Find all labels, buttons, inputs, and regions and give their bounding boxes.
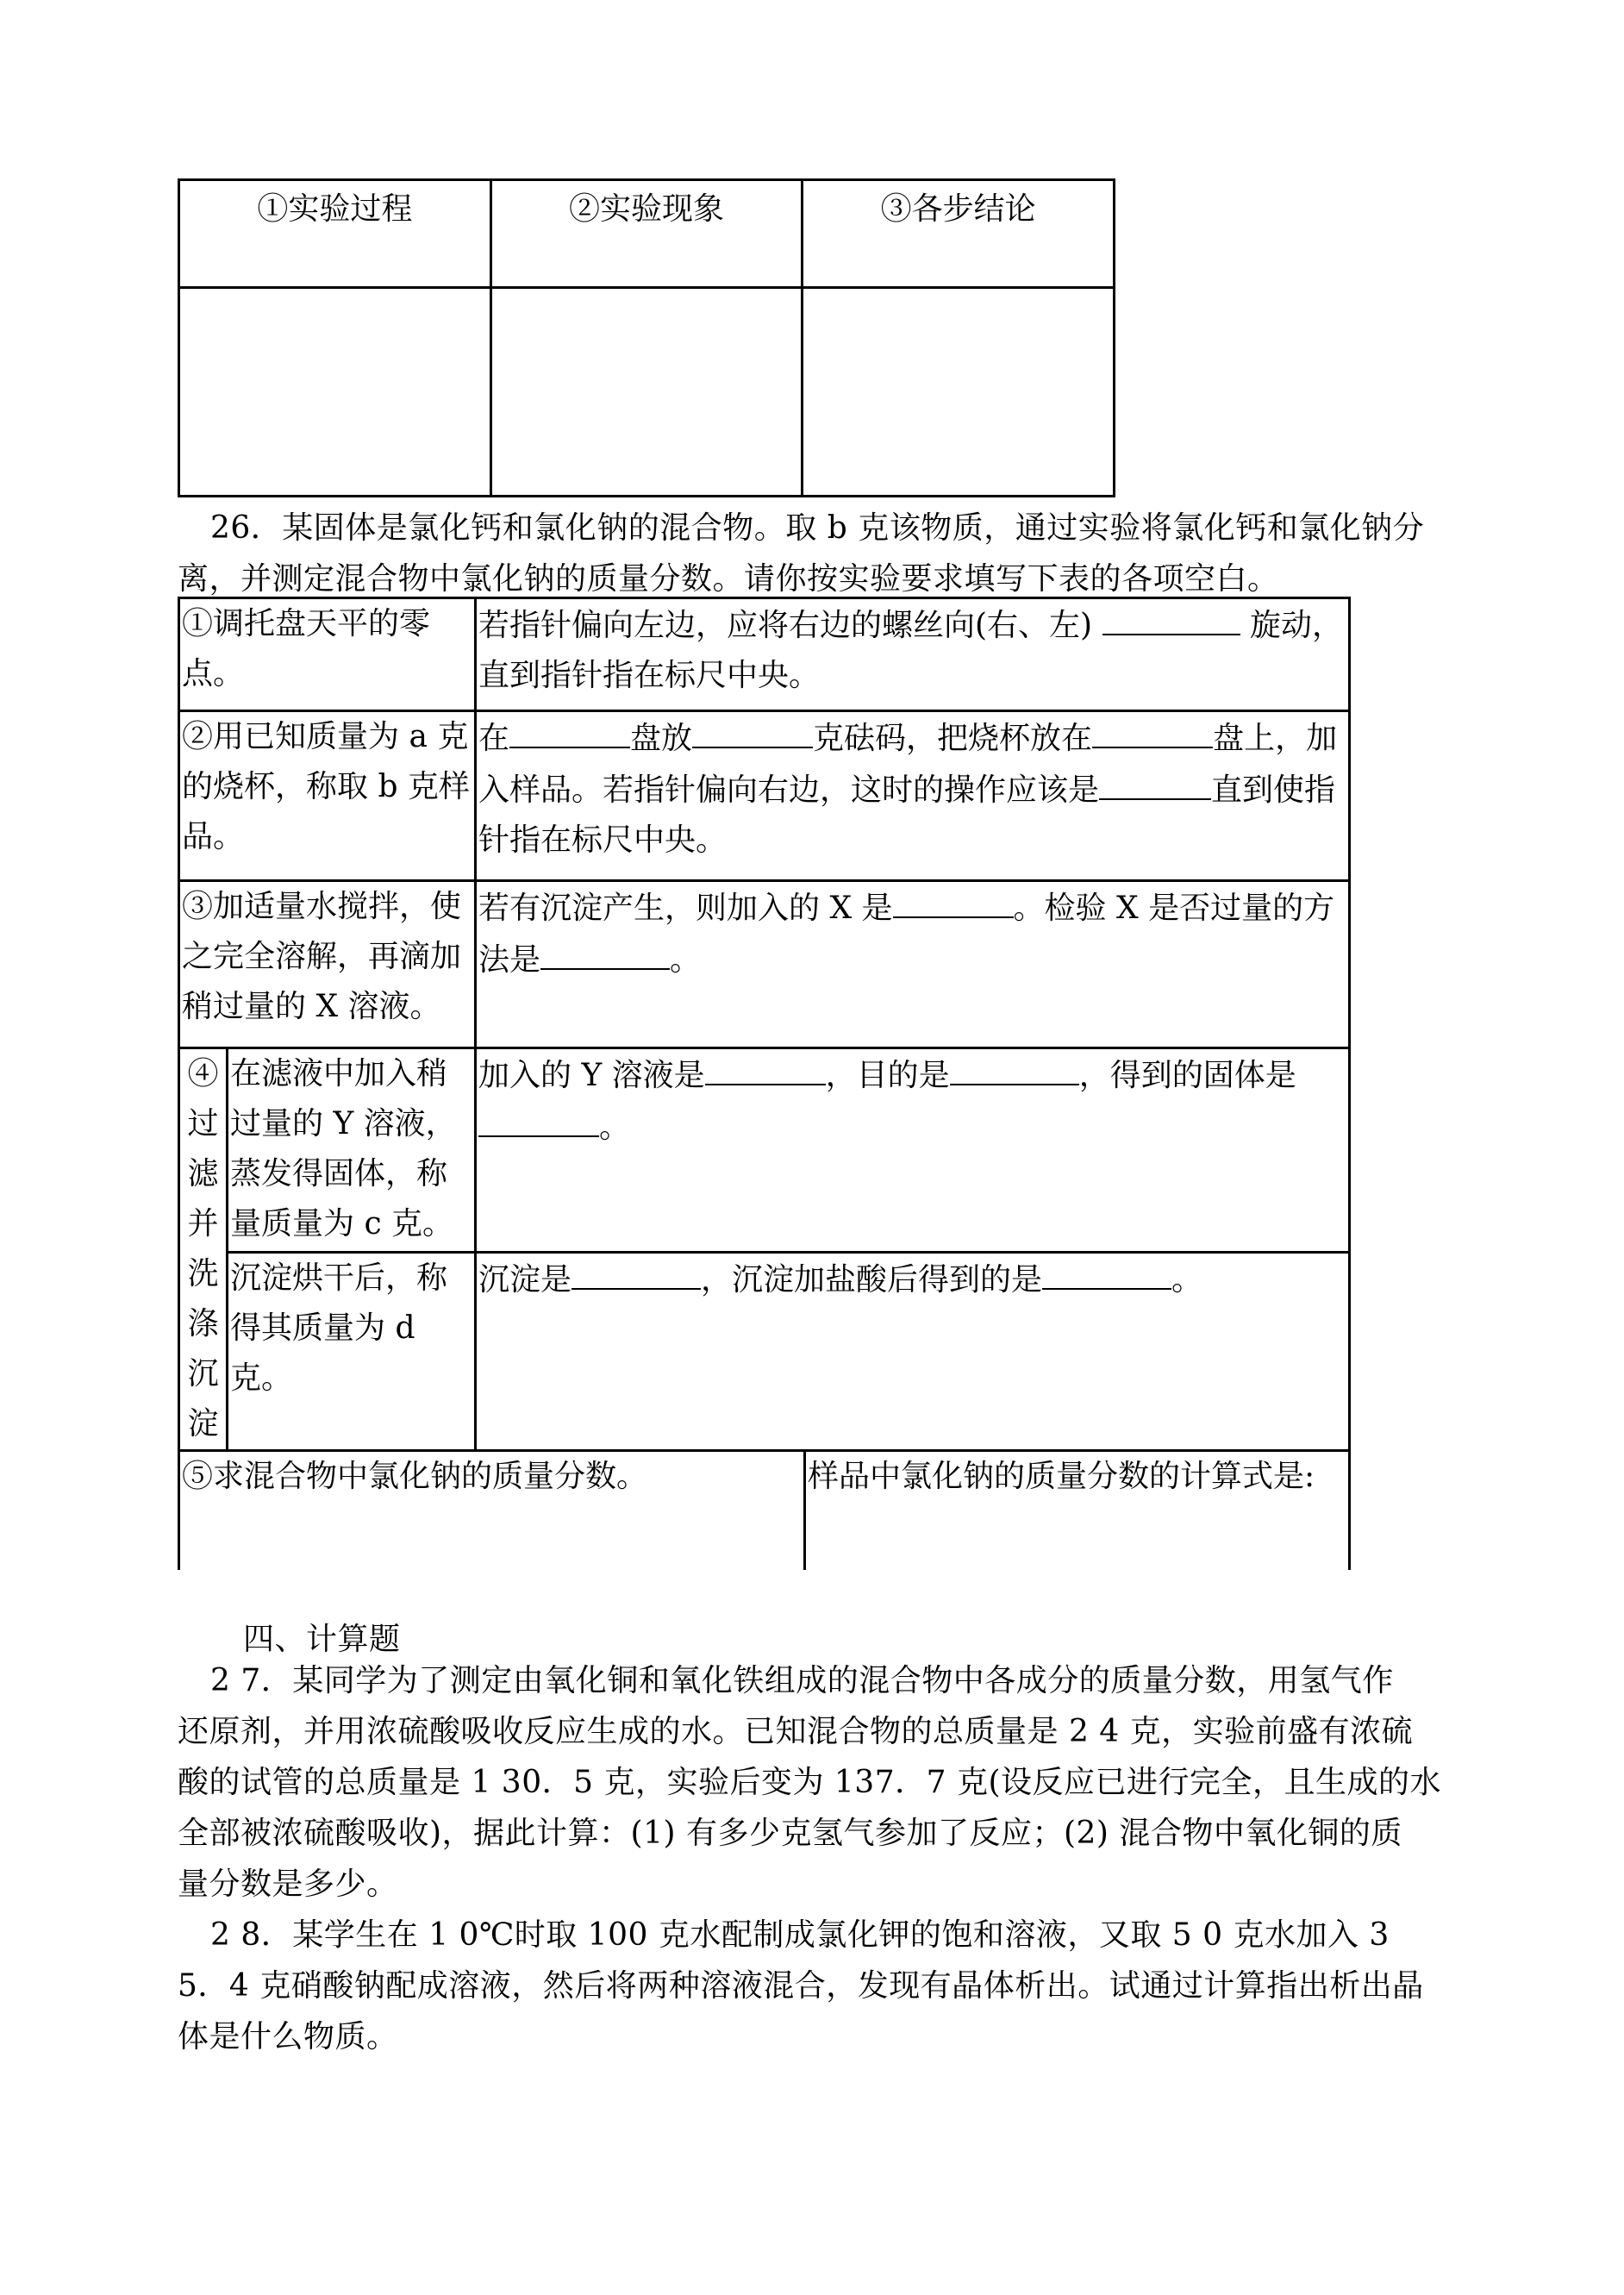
- header-phenomenon: ②实验现象: [490, 180, 803, 288]
- q28-line1: 2 8．某学生在 1 0℃时取 100 克水配制成氯化钾的饱和溶液，又取 5 0 克水加入 3: [210, 1917, 1390, 1953]
- step4-text-d1: 。: [599, 1110, 631, 1145]
- q27-line1: 2 7．某同学为了测定由氧化铜和氧化铁组成的混合物中各成分的质量分数，用氢气作: [210, 1663, 1394, 1698]
- experiment-table: [178, 178, 1115, 497]
- step2-answer: [476, 711, 1350, 881]
- cell-conclusion-blank[interactable]: [803, 288, 1115, 497]
- step4-sub2-answer: [476, 1253, 1350, 1451]
- blank-precipitate[interactable]: [572, 1254, 701, 1290]
- step3-cell: ③加适量水搅拌，使之完全溶解，再滴加稍过量的 X 溶液。: [179, 881, 476, 1048]
- q27-line4: 全部被浓硫酸吸收)，据此计算：(1) 有多少克氢气参加了反应；(2) 混合物中氧化铜的质: [178, 1816, 1402, 1851]
- step1-text-a: 若指针偏向左边，应将右边的螺丝向(右、左): [478, 608, 1093, 643]
- step4-text-b1: ，目的是: [825, 1058, 950, 1093]
- q27-line3: 酸的试管的总质量是 1 30．5 克，实验后变为 137．7 克(设反应已进行完全，且生成的水: [178, 1765, 1441, 1800]
- blank-pan-beaker[interactable]: [1092, 712, 1213, 748]
- blank-screw-direction[interactable]: [1102, 599, 1240, 635]
- header-process: ①实验过程: [179, 180, 491, 288]
- header-conclusion: ③各步结论: [803, 180, 1115, 288]
- step2-text-c: 克砝码，把烧杯放在: [813, 721, 1093, 756]
- step2-text-d: 盘上，加入样品。若指针偏向右边，这时的操作应该是: [478, 721, 1338, 808]
- step3-text-a: 若有沉淀产生，则加入的 X 是: [478, 891, 893, 926]
- q28-line2: 5．4 克硝酸钠配成溶液，然后将两种溶液混合，发现有晶体析出。试通过计算指出析出晶: [178, 1968, 1424, 2004]
- q26-line2: 离，并测定混合物中氯化钠的质量分数。请你按实验要求填写下表的各项空白。: [178, 561, 1279, 597]
- step4-text-b2: ，沉淀加盐酸后得到的是: [701, 1262, 1043, 1298]
- cell-process-blank[interactable]: [179, 288, 491, 497]
- step4-sub1: 在滤液中加入稍过量的 Y 溶液，蒸发得固体，称量质量为 c 克。: [228, 1048, 476, 1253]
- blank-purpose[interactable]: [950, 1049, 1079, 1085]
- q28-line3: 体是什么物质。: [178, 2019, 398, 2054]
- step2-text-b: 盘放: [630, 721, 693, 756]
- cell-phenomenon-blank[interactable]: [490, 288, 803, 497]
- q27-line2: 还原剂，并用浓硫酸吸收反应生成的水。已知混合物的总质量是 2 4 克，实验前盛有浓硫: [178, 1714, 1414, 1749]
- separation-table: [178, 597, 1351, 1570]
- blank-x-solution[interactable]: [893, 882, 1014, 918]
- q27-line5: 量分数是多少。: [178, 1867, 398, 1902]
- step4-text-c1: ，得到的固体是: [1078, 1058, 1296, 1093]
- step1-text-b: 旋动，直到指针指在标尺中央。: [478, 608, 1344, 693]
- step3-text-b: 。检验 X 是否过量的方法是: [478, 891, 1335, 978]
- step3-answer: [476, 881, 1350, 1048]
- blank-x-test-method[interactable]: [540, 934, 670, 970]
- step1-answer: [476, 598, 1350, 711]
- blank-y-solution[interactable]: [705, 1049, 826, 1085]
- step4-sub2: 沉淀烘干后，称得其质量为 d 克。: [228, 1253, 476, 1451]
- step2-cell: ②用已知质量为 a 克的烧杯，称取 b 克样品。: [179, 711, 476, 881]
- blank-pan-weights[interactable]: [509, 712, 630, 748]
- step1-cell: ①调托盘天平的零点。: [179, 598, 476, 711]
- step5-answer[interactable]: 样品中氯化钠的质量分数的计算式是:: [805, 1451, 1350, 1570]
- step4-text-c2: 。: [1171, 1262, 1203, 1298]
- blank-weight-grams[interactable]: [692, 712, 813, 748]
- q26-line1: 26．某固体是氯化钙和氯化钠的混合物。取 b 克该物质，通过实验将氯化钙和氯化钠分: [210, 510, 1425, 546]
- step4-sub1-answer: [476, 1048, 1350, 1253]
- step5-cell: ⑤求混合物中氯化钠的质量分数。: [179, 1451, 805, 1570]
- blank-operation[interactable]: [1099, 764, 1211, 800]
- section4-title: 四、计算题: [243, 1622, 401, 1657]
- step2-text-e: 直到使指针指在标尺中央。: [478, 772, 1336, 858]
- step4-text-a2: 沉淀是: [478, 1262, 572, 1298]
- blank-hcl-product[interactable]: [1042, 1254, 1171, 1290]
- step4-text-a1: 加入的 Y 溶液是: [478, 1058, 705, 1093]
- step2-text-a: 在: [478, 721, 510, 756]
- step3-text-c: 。: [670, 942, 702, 978]
- step4-label: ④过滤并洗涤沉淀: [179, 1048, 228, 1451]
- blank-solid[interactable]: [478, 1101, 599, 1137]
